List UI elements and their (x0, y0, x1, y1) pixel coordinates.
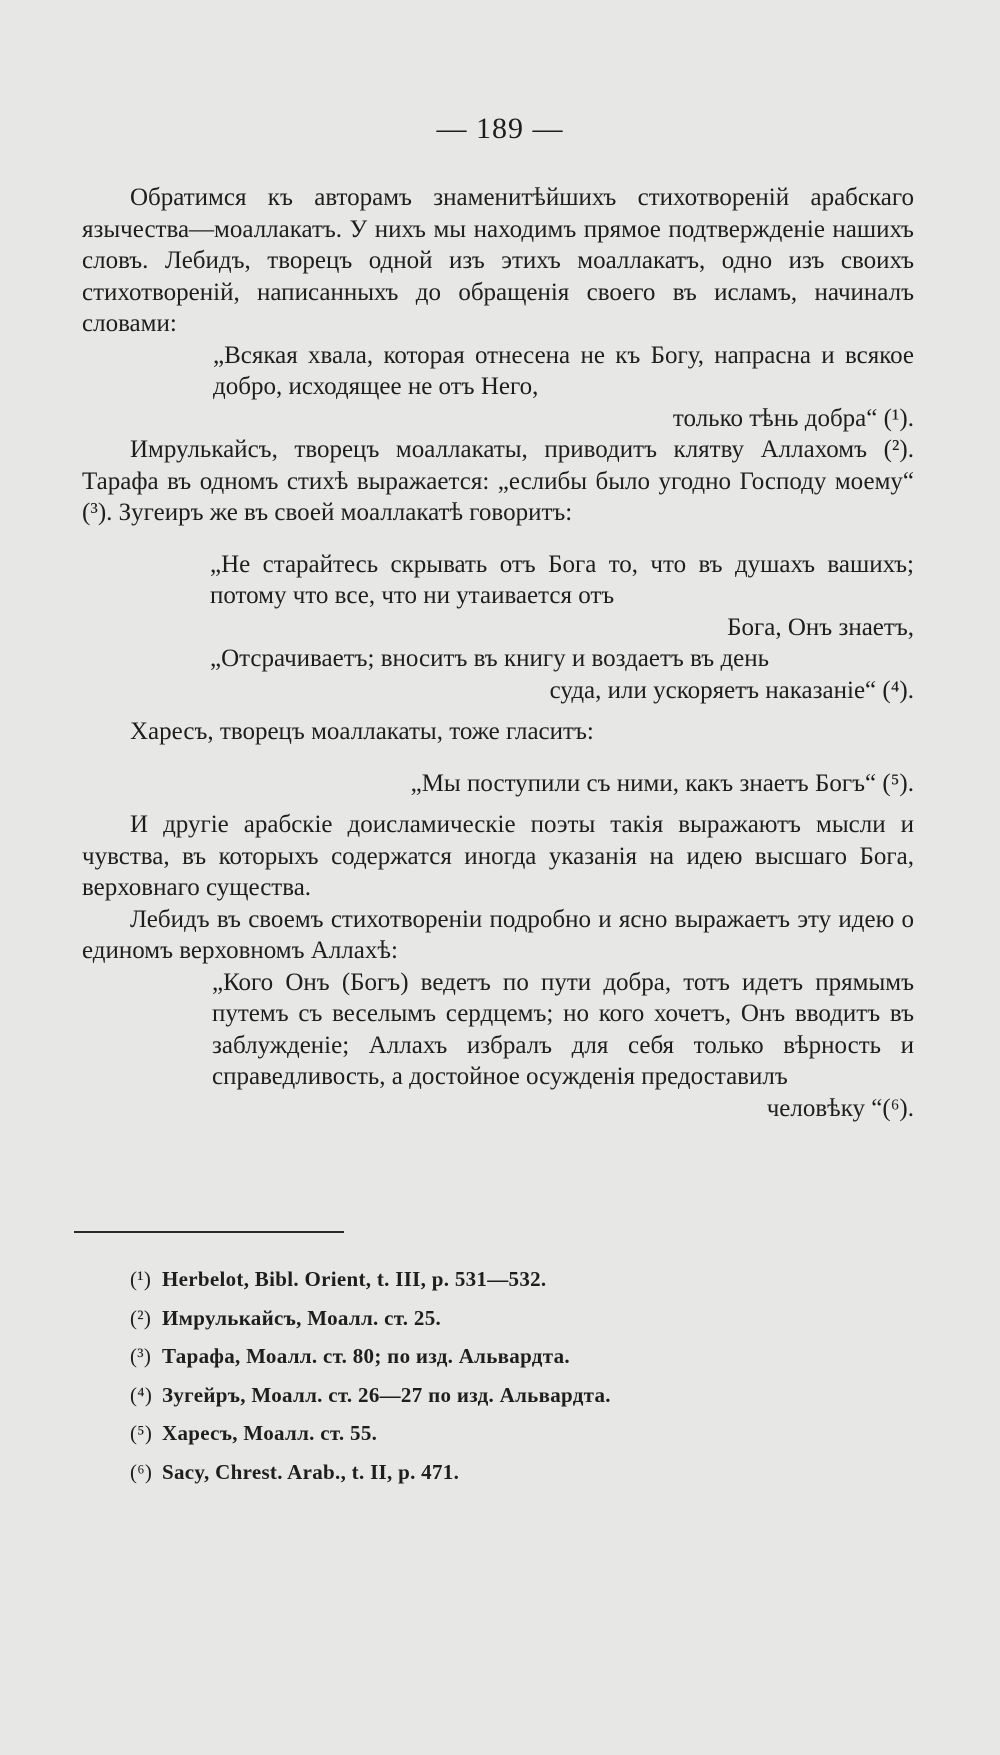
quote-4-text: „Кого Онъ (Богъ) ведетъ по пути добра, тотъ идетъ прямымъ путемъ съ веселымъ сердцемъ; но кого хочетъ, Онъ вводитъ въ заблужденіе; Аллахъ избралъ для себя только вѣрность и справедливость, а достойное осужденія предоставилъ (212, 968, 914, 1090)
body-text (82, 182, 914, 1124)
quote-4-end: человѣку “(⁶). (766, 1094, 914, 1122)
footnote-3-mark: (³) (130, 1344, 152, 1368)
footnote-3 (130, 1337, 890, 1376)
quote-3-text: „Мы поступили съ ними, какъ знаетъ Богъ“ (⁵). (410, 769, 914, 797)
paragraph-4: И другіе арабскіе доисламическіе поэты такія выражаютъ мысли и чувства, въ которыхъ содержатся иногда указанія на идею высшаго Бога, верховнаго существа. (82, 811, 914, 901)
quote-1-end: только тѣнь добра“ (¹). (672, 404, 914, 432)
quote-1-text: „Всякая хвала, которая отнесена не къ Богу, напрасна и всякое добро, исходящее не отъ Него, (213, 341, 914, 400)
paragraph-5: Лебидъ въ своемъ стихотвореніи подробно и ясно выражаетъ эту идею о единомъ верховномъ Аллахѣ: (82, 905, 914, 964)
footnote-divider (74, 1231, 344, 1233)
paragraph-3: Харесъ, творецъ моаллакаты, тоже гласитъ: (130, 718, 594, 745)
footnote-2-text: Имрулькайсъ, Моалл. ст. 25. (162, 1305, 442, 1330)
footnotes-list (130, 1260, 890, 1491)
footnote-4 (130, 1376, 890, 1415)
page-number: — 189 — (436, 112, 564, 145)
quote-2-text: „Не старайтесь скрывать отъ Бога то, что въ душахъ вашихъ; потому что все, что ни утаивается отъ (210, 550, 914, 609)
footnote-5-mark: (⁵) (130, 1421, 153, 1445)
footnote-4-mark: (⁴) (130, 1382, 153, 1407)
footnote-1-mark: (¹) (130, 1267, 152, 1291)
footnote-6-mark: (⁶) (130, 1459, 153, 1484)
quote-1 (213, 340, 914, 435)
quote-2-end2: суда, или ускоряетъ наказаніе“ (⁴). (549, 676, 914, 704)
quote-3 (212, 768, 914, 800)
footnote-1 (130, 1260, 890, 1299)
quote-2-end: Бога, Онъ знаетъ, (727, 613, 914, 641)
footnote-5 (130, 1414, 890, 1453)
paragraph-2: Имрулькайсъ, творецъ моаллакаты, приводитъ клятву Аллахомъ (²). Тарафа въ одномъ стихѣ выражается: „еслибы было угодно Господу моему“ (³). Зугеиръ же въ своей моаллакатѣ говоритъ: (82, 436, 914, 526)
footnote-5-text: Харесъ, Моалл. ст. 55. (162, 1421, 378, 1445)
paragraph-1: Обратимся къ авторамъ знаменитѣйшихъ стихотвореній арабскаго язычества—моаллакатъ. У нихъ мы находимъ прямое подтвержденіе нашихъ словъ. Лебидъ, творецъ одной изъ этихъ моаллакатъ, одно изъ своихъ стихотвореній, написанныхъ до обращенія своего въ исламъ, начиналъ словами: (82, 184, 914, 337)
footnote-4-text: Зугейръ, Моалл. ст. 26—27 по изд. Альвардта. (162, 1382, 611, 1407)
footnote-2 (130, 1299, 890, 1338)
quote-2-text2: „Отсрачиваетъ; вноситъ въ книгу и воздаетъ въ день (210, 645, 770, 672)
footnote-1-text: Herbelot, Bibl. Orient, t. III, p. 531—532. (162, 1267, 547, 1291)
footnote-3-text: Тарафа, Моалл. ст. 80; по изд. Альвардта. (162, 1344, 570, 1368)
quote-4 (212, 967, 914, 1125)
footnote-6-text: Sacy, Chrest. Arab., t. II, p. 471. (162, 1459, 460, 1484)
footnote-6 (130, 1453, 890, 1492)
quote-2 (210, 549, 914, 707)
footnote-2-mark: (²) (130, 1305, 152, 1330)
